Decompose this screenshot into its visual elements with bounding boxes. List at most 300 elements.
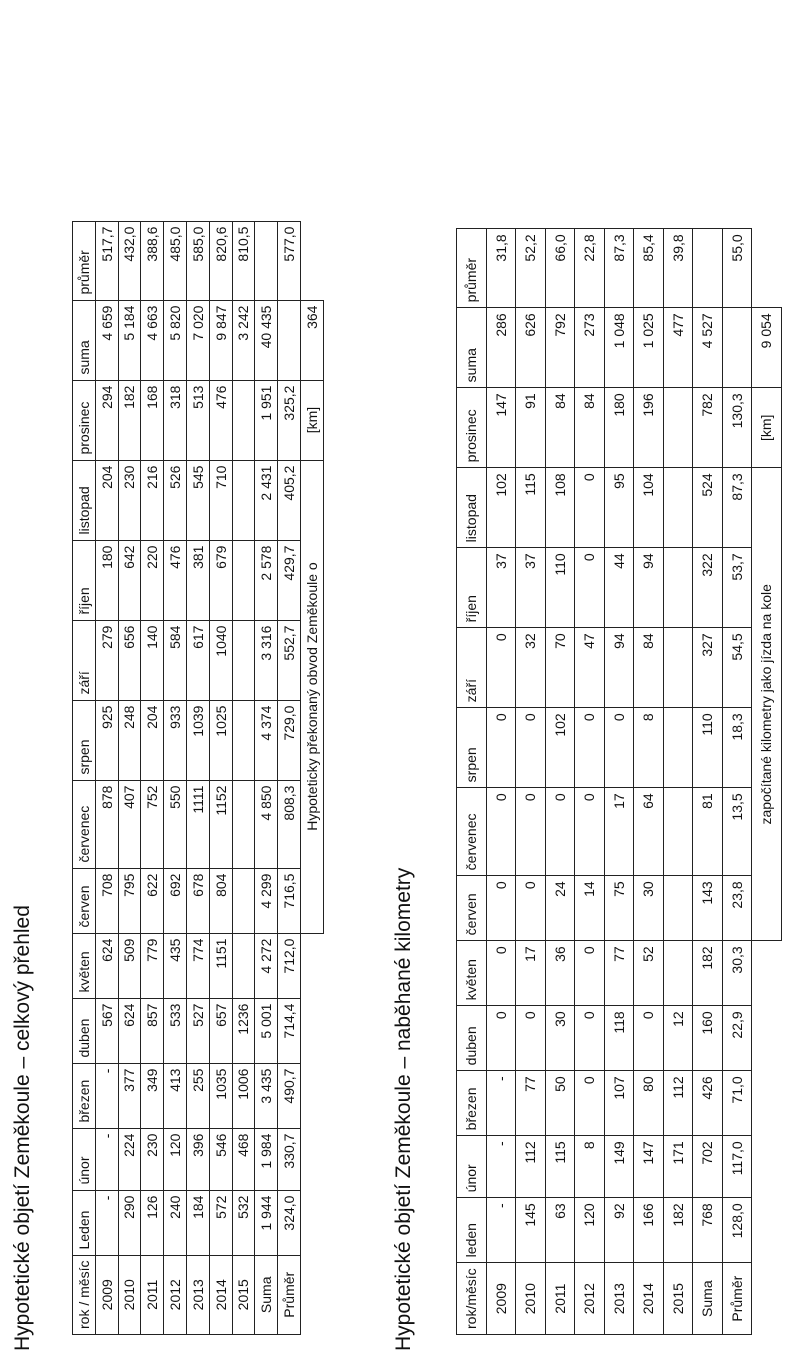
row-label: 2013	[604, 1263, 634, 1335]
table-cell: 204	[95, 460, 118, 540]
table-cell: 349	[141, 1063, 164, 1128]
footer-unit: [km]	[300, 380, 323, 460]
table-cell: 1 984	[255, 1128, 278, 1190]
row-label: Průměr	[722, 1263, 752, 1335]
table-row	[95, 221, 118, 1334]
table-cell: 77	[604, 941, 634, 1006]
row-label: 2012	[575, 1263, 605, 1335]
table-cell: 396	[186, 1128, 209, 1190]
table-cell: 115	[545, 1136, 575, 1198]
table-row	[209, 221, 232, 1334]
table-cell: 585,0	[186, 221, 209, 300]
table-cell: 1040	[209, 620, 232, 700]
table-cell: 1 025	[634, 308, 664, 388]
table-cell: 878	[95, 780, 118, 868]
table-cell: 30	[545, 1006, 575, 1071]
table-cell: 180	[95, 540, 118, 620]
table-cell: 546	[209, 1128, 232, 1190]
table-cell: 656	[118, 620, 141, 700]
table-cell: 567	[95, 998, 118, 1063]
table-cell: 37	[486, 548, 516, 628]
row-label: 2011	[141, 1255, 164, 1334]
table-cell	[232, 460, 255, 540]
table-cell: 9 847	[209, 300, 232, 380]
table-cell: 64	[634, 788, 664, 876]
table-cell: 17	[516, 941, 546, 1006]
table-cell: 255	[186, 1063, 209, 1128]
table-cell: 729,0	[278, 700, 301, 780]
column-header: červen	[73, 868, 96, 933]
table-cell: 290	[118, 1190, 141, 1255]
table-cell: 795	[118, 868, 141, 933]
table-cell: 24	[545, 876, 575, 941]
column-header: Leden	[73, 1190, 96, 1255]
table-cell: 3 435	[255, 1063, 278, 1128]
table-cell: 30	[634, 876, 664, 941]
table-cell: 552,7	[278, 620, 301, 700]
table-cell: 550	[164, 780, 187, 868]
table-cell: 324,0	[278, 1190, 301, 1255]
table-cell: 184	[186, 1190, 209, 1255]
table-cell: 0	[575, 468, 605, 548]
table-cell: 147	[634, 1136, 664, 1198]
table-cell: 44	[604, 548, 634, 628]
table-cell: 476	[164, 540, 187, 620]
table-cell	[232, 868, 255, 933]
column-header: listopad	[457, 468, 487, 548]
table-cell: 330,7	[278, 1128, 301, 1190]
table-cell: 18,3	[722, 708, 752, 788]
table-cell: 710	[209, 460, 232, 540]
table-cell: 657	[209, 998, 232, 1063]
table-cell: 624	[118, 998, 141, 1063]
table-cell: 407	[118, 780, 141, 868]
table-cell: 182	[118, 380, 141, 460]
table-cell: 857	[141, 998, 164, 1063]
footer-value: 9 054	[752, 308, 782, 388]
table-cell: 160	[693, 1006, 723, 1071]
column-header: rok/měsíc	[457, 1263, 487, 1335]
table-cell: 168	[141, 380, 164, 460]
table-cell: 810,5	[232, 221, 255, 300]
table-row	[232, 221, 255, 1334]
footer-spacer	[752, 941, 782, 1335]
table-cell: 1236	[232, 998, 255, 1063]
table-cell: 1035	[209, 1063, 232, 1128]
table-cell: 477	[663, 308, 693, 388]
row-label: 2010	[516, 1263, 546, 1335]
table-row	[255, 221, 278, 1334]
table-row	[693, 229, 723, 1335]
column-header: rok / měsíc	[73, 1255, 96, 1334]
footer-row	[752, 229, 782, 1335]
table-cell: 322	[693, 548, 723, 628]
table-cell	[663, 468, 693, 548]
table-cell: 248	[118, 700, 141, 780]
table-cell: 714,4	[278, 998, 301, 1063]
column-header: květen	[73, 933, 96, 998]
table-cell: 0	[486, 788, 516, 876]
table-cell: 240	[164, 1190, 187, 1255]
table-cell: 0	[545, 788, 575, 876]
table-cell: 509	[118, 933, 141, 998]
table-cell: 405,2	[278, 460, 301, 540]
table-cell: 22,8	[575, 229, 605, 308]
table-cell: 102	[545, 708, 575, 788]
column-header: červen	[457, 876, 487, 941]
table-cell: 39,8	[663, 229, 693, 308]
column-header: suma	[457, 308, 487, 388]
table-cell: 0	[575, 1071, 605, 1136]
table-cell: 23,8	[722, 876, 752, 941]
table-cell: 524	[693, 468, 723, 548]
table-cell: 94	[634, 548, 664, 628]
column-header: říjen	[73, 540, 96, 620]
table-cell: 115	[516, 468, 546, 548]
table-cell: 0	[634, 1006, 664, 1071]
table2-title: Hypotetické objetí Zeměkoule – naběhané kilometry	[392, 867, 415, 1351]
table-cell	[663, 388, 693, 468]
table-cell: 545	[186, 460, 209, 540]
column-header: březen	[73, 1063, 96, 1128]
table-cell: 2 578	[255, 540, 278, 620]
table-cell: 4 663	[141, 300, 164, 380]
table-cell: 0	[486, 708, 516, 788]
table-cell: 624	[95, 933, 118, 998]
column-header: září	[457, 628, 487, 708]
table-cell: 55,0	[722, 229, 752, 308]
table-cell: 1151	[209, 933, 232, 998]
table-cell: 933	[164, 700, 187, 780]
table-cell: 716,5	[278, 868, 301, 933]
table-row	[141, 221, 164, 1334]
table-cell	[663, 548, 693, 628]
table-cell	[663, 628, 693, 708]
table-cell: 678	[186, 868, 209, 933]
column-header: prosinec	[457, 388, 487, 468]
table-cell: 110	[693, 708, 723, 788]
column-header: červenec	[457, 788, 487, 876]
table-cell: 774	[186, 933, 209, 998]
running-km-table	[456, 228, 782, 1335]
row-label: 2014	[209, 1255, 232, 1334]
table-cell: 4 299	[255, 868, 278, 933]
table-cell: 0	[575, 708, 605, 788]
row-label: 2013	[186, 1255, 209, 1334]
table-cell: 4 272	[255, 933, 278, 998]
table-cell: 413	[164, 1063, 187, 1128]
table-cell: 1025	[209, 700, 232, 780]
table-cell: 679	[209, 540, 232, 620]
table-cell: 532	[232, 1190, 255, 1255]
table-cell: 782	[693, 388, 723, 468]
table-cell: 94	[604, 628, 634, 708]
table-cell: 80	[634, 1071, 664, 1136]
table-cell: 70	[545, 628, 575, 708]
table-cell: 925	[95, 700, 118, 780]
table-cell: 32	[516, 628, 546, 708]
table-cell	[232, 540, 255, 620]
table-cell: 572	[209, 1190, 232, 1255]
table-cell: 0	[516, 788, 546, 876]
row-label: 2009	[486, 1263, 516, 1335]
table-row	[575, 229, 605, 1335]
table-cell: 622	[141, 868, 164, 933]
table-cell: 87,3	[722, 468, 752, 548]
table-cell: 230	[141, 1128, 164, 1190]
table-cell: 230	[118, 460, 141, 540]
table-cell: 77	[516, 1071, 546, 1136]
table-cell: 216	[141, 460, 164, 540]
table-cell: 166	[634, 1198, 664, 1263]
table-cell: 196	[634, 388, 664, 468]
table-cell: 0	[486, 628, 516, 708]
table-row	[118, 221, 141, 1334]
table-cell: 1 951	[255, 380, 278, 460]
table-row	[486, 229, 516, 1335]
table-cell: 435	[164, 933, 187, 998]
table-cell: 5 820	[164, 300, 187, 380]
table-row	[663, 229, 693, 1335]
table-cell: 120	[575, 1198, 605, 1263]
column-header: březen	[457, 1071, 487, 1136]
table-cell: 22,9	[722, 1006, 752, 1071]
table-cell: 318	[164, 380, 187, 460]
table-cell: 0	[486, 1006, 516, 1071]
table-cell: 4 850	[255, 780, 278, 868]
table-cell: 0	[516, 708, 546, 788]
table-cell: 204	[141, 700, 164, 780]
table-cell: 327	[693, 628, 723, 708]
table-cell: 388,6	[141, 221, 164, 300]
row-label: 2010	[118, 1255, 141, 1334]
table-cell: 117,0	[722, 1136, 752, 1198]
table-cell: 1111	[186, 780, 209, 868]
table-cell: 50	[545, 1071, 575, 1136]
table-cell: 1039	[186, 700, 209, 780]
table-cell: 381	[186, 540, 209, 620]
table-cell: 804	[209, 868, 232, 933]
table-cell	[232, 620, 255, 700]
column-header: únor	[73, 1128, 96, 1190]
table-cell: 279	[95, 620, 118, 700]
table-cell: 4 659	[95, 300, 118, 380]
table-cell: -	[486, 1198, 516, 1263]
table-cell: 31,8	[486, 229, 516, 308]
column-header: listopad	[73, 460, 96, 540]
table-cell: 47	[575, 628, 605, 708]
table-cell: 490,7	[278, 1063, 301, 1128]
footer-note: Hypoteticky překonaný obvod Zeměkoule o	[300, 460, 323, 933]
table-cell: 692	[164, 868, 187, 933]
table-cell: 0	[604, 708, 634, 788]
footer-unit: [km]	[752, 388, 782, 468]
row-label: 2015	[663, 1263, 693, 1335]
table-cell	[232, 380, 255, 460]
row-label: Průměr	[278, 1255, 301, 1334]
table-cell: 7 020	[186, 300, 209, 380]
table-cell	[232, 700, 255, 780]
table-cell	[278, 300, 301, 380]
table-cell: 702	[693, 1136, 723, 1198]
table-row	[634, 229, 664, 1335]
column-header: srpen	[73, 700, 96, 780]
table-cell: 120	[164, 1128, 187, 1190]
table-cell: 286	[486, 308, 516, 388]
table-cell: 95	[604, 468, 634, 548]
table-cell: 14	[575, 876, 605, 941]
row-label: 2011	[545, 1263, 575, 1335]
row-label: 2009	[95, 1255, 118, 1334]
table-cell: 30,3	[722, 941, 752, 1006]
table-row	[278, 221, 301, 1334]
table-cell: -	[486, 1136, 516, 1198]
footer-spacer	[300, 933, 323, 1334]
table-cell: 533	[164, 998, 187, 1063]
footer-row	[300, 221, 323, 1334]
table-cell: 149	[604, 1136, 634, 1198]
table-cell: 712,0	[278, 933, 301, 998]
table-cell: 1152	[209, 780, 232, 868]
table-cell: 108	[545, 468, 575, 548]
table-cell: -	[486, 1071, 516, 1136]
table-cell: 476	[209, 380, 232, 460]
column-header: červenec	[73, 780, 96, 868]
row-label: Suma	[693, 1263, 723, 1335]
footer-spacer	[752, 229, 782, 308]
table-row	[722, 229, 752, 1335]
column-header: průměr	[73, 221, 96, 300]
table-cell: 2 431	[255, 460, 278, 540]
table-cell: 1 048	[604, 308, 634, 388]
table-cell: 429,7	[278, 540, 301, 620]
table-cell: 54,5	[722, 628, 752, 708]
table-cell: 0	[486, 876, 516, 941]
table-cell	[255, 221, 278, 300]
table-cell: 53,7	[722, 548, 752, 628]
footer-spacer	[300, 221, 323, 300]
table-row	[516, 229, 546, 1335]
table-cell: 820,6	[209, 221, 232, 300]
table-cell: 118	[604, 1006, 634, 1071]
table-cell: 17	[604, 788, 634, 876]
table-cell: 8	[575, 1136, 605, 1198]
table-cell: 617	[186, 620, 209, 700]
table-cell: 107	[604, 1071, 634, 1136]
header-row	[457, 229, 487, 1335]
footer-value: 364	[300, 300, 323, 380]
table-cell: 140	[141, 620, 164, 700]
column-header: srpen	[457, 708, 487, 788]
table-cell	[663, 788, 693, 876]
table-cell	[693, 229, 723, 308]
column-header: prosinec	[73, 380, 96, 460]
table-cell: 577,0	[278, 221, 301, 300]
table-cell: 182	[693, 941, 723, 1006]
table-cell: 84	[634, 628, 664, 708]
table-cell: -	[95, 1128, 118, 1190]
overview-table	[72, 221, 324, 1335]
table-cell: 808,3	[278, 780, 301, 868]
row-label: Suma	[255, 1255, 278, 1334]
table-cell: 468	[232, 1128, 255, 1190]
table-cell: 112	[516, 1136, 546, 1198]
table-cell: 110	[545, 548, 575, 628]
column-header: duben	[457, 1006, 487, 1071]
table-cell	[663, 941, 693, 1006]
column-header: leden	[457, 1198, 487, 1263]
column-header: duben	[73, 998, 96, 1063]
table-cell: 87,3	[604, 229, 634, 308]
table-cell: 102	[486, 468, 516, 548]
table-cell: 13,5	[722, 788, 752, 876]
table-cell: 84	[545, 388, 575, 468]
row-label: 2015	[232, 1255, 255, 1334]
table-cell: 4 527	[693, 308, 723, 388]
table-cell	[232, 933, 255, 998]
table-cell: 40 435	[255, 300, 278, 380]
table-cell: 642	[118, 540, 141, 620]
table-cell: 1 944	[255, 1190, 278, 1255]
table-cell: 325,2	[278, 380, 301, 460]
table-cell: 0	[575, 1006, 605, 1071]
table-cell: 126	[141, 1190, 164, 1255]
footer-note: započítané kilometry jako jízda na kole	[752, 468, 782, 941]
table-cell: 171	[663, 1136, 693, 1198]
table-cell: 84	[575, 388, 605, 468]
table-cell: 37	[516, 548, 546, 628]
table-cell: 81	[693, 788, 723, 876]
table-cell: 92	[604, 1198, 634, 1263]
table-cell: 3 242	[232, 300, 255, 380]
table-cell: 426	[693, 1071, 723, 1136]
table-cell: 273	[575, 308, 605, 388]
row-label: 2014	[634, 1263, 664, 1335]
table-cell: 768	[693, 1198, 723, 1263]
table-cell: 180	[604, 388, 634, 468]
table-cell: 432,0	[118, 221, 141, 300]
table-row	[604, 229, 634, 1335]
table-cell: 0	[516, 876, 546, 941]
table-cell: 3 316	[255, 620, 278, 700]
table-cell	[232, 780, 255, 868]
table-cell: 66,0	[545, 229, 575, 308]
table1-title: Hypotetické objetí Zeměkoule – celkový přehled	[11, 905, 34, 1351]
table-cell: 143	[693, 876, 723, 941]
table-cell: 85,4	[634, 229, 664, 308]
column-header: září	[73, 620, 96, 700]
table-cell: 584	[164, 620, 187, 700]
table-cell: 75	[604, 876, 634, 941]
table-cell: 112	[663, 1071, 693, 1136]
table-cell: 0	[575, 788, 605, 876]
table-cell: 5 001	[255, 998, 278, 1063]
table-cell: 0	[486, 941, 516, 1006]
table-cell	[663, 708, 693, 788]
table-cell: -	[95, 1063, 118, 1128]
table-cell: 294	[95, 380, 118, 460]
table-cell: 377	[118, 1063, 141, 1128]
table-cell: 91	[516, 388, 546, 468]
table-cell: 526	[164, 460, 187, 540]
table-cell: 220	[141, 540, 164, 620]
table-cell: 52	[634, 941, 664, 1006]
table-cell: 63	[545, 1198, 575, 1263]
row-label: 2012	[164, 1255, 187, 1334]
table-cell: 626	[516, 308, 546, 388]
column-header: průměr	[457, 229, 487, 308]
table-cell: 527	[186, 998, 209, 1063]
